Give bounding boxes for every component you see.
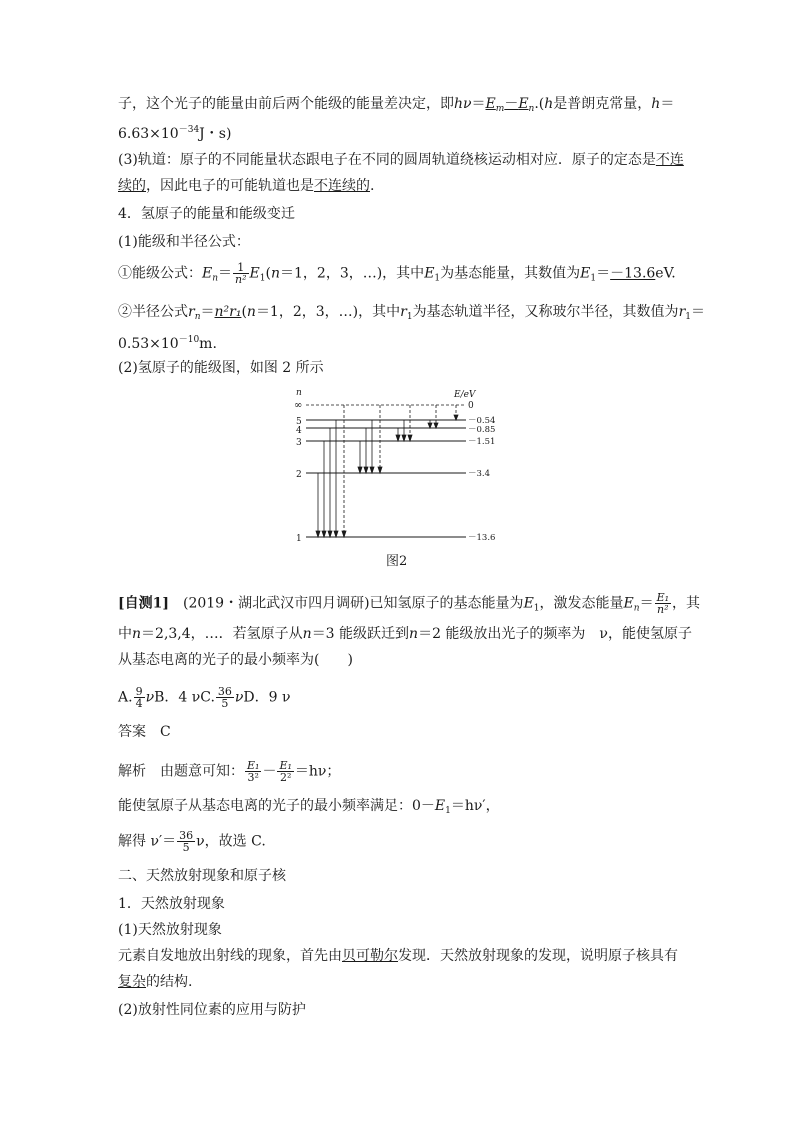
text: (3)轨道：原子的不同能量状态跟电子在不同的圆周轨道绕核运动相对应．原子的定态是 <box>118 152 656 168</box>
svg-text:0: 0 <box>468 401 474 411</box>
fraction <box>216 686 234 709</box>
numerator: 36 <box>179 829 194 842</box>
text: 复杂 <box>118 974 146 990</box>
text: 1 <box>685 312 691 322</box>
text: ( <box>241 304 247 320</box>
level-2 <box>296 469 490 480</box>
text: ＝hν′， <box>450 798 500 814</box>
answer: 答案 C <box>118 724 171 740</box>
text: ＝ <box>691 304 705 320</box>
text: ＝ <box>471 96 486 112</box>
text: 是普朗克常量， <box>553 96 652 112</box>
svg-text:－3.4: －3.4 <box>468 469 491 479</box>
text: 1 <box>445 806 451 816</box>
text: n <box>212 273 219 284</box>
section-heading: 1．天然放射现象 <box>118 896 225 912</box>
text: r <box>678 304 686 320</box>
text: 不连续的 <box>314 178 370 194</box>
text: m. <box>199 336 217 352</box>
text: r <box>188 304 195 320</box>
text: n <box>302 626 312 642</box>
text: ＝ <box>639 595 654 612</box>
text: 6.63×10 <box>118 126 179 142</box>
level-5 <box>296 416 495 427</box>
text: －13.6 <box>610 265 656 282</box>
text: n <box>132 626 142 642</box>
fraction <box>233 262 249 285</box>
text: ①能级公式： <box>118 265 202 282</box>
option-c: C. <box>200 689 215 706</box>
text: ＝1，2，3，…)，其中 <box>255 304 401 320</box>
svg-text:5: 5 <box>296 417 302 427</box>
text: 为基态轨道半径，又称玻尔半径，其数值为 <box>412 304 679 320</box>
radius-formula <box>118 302 705 327</box>
svg-text:3: 3 <box>296 438 302 448</box>
paragraph-line <box>118 972 192 992</box>
text: ，激发态能量 <box>539 595 624 612</box>
fraction <box>177 830 195 853</box>
denominator: n² <box>235 273 247 286</box>
text: 解析 由题意可知： <box>118 763 244 780</box>
text: －10 <box>178 335 200 345</box>
explanation-line <box>118 760 340 783</box>
text: hν <box>454 96 472 112</box>
text: 1 <box>259 273 266 284</box>
text: 0.53×10 <box>118 336 179 352</box>
text: ＝ <box>200 304 215 320</box>
subsection-heading: (2)氢原子的能级图，如图 2 所示 <box>118 360 324 376</box>
level-inf <box>294 400 474 411</box>
text: －34 <box>178 125 200 135</box>
text: ＝hν； <box>294 763 341 780</box>
numerator: E₁ <box>279 759 292 772</box>
paragraph-line <box>118 176 374 196</box>
level-4 <box>296 425 495 436</box>
text: ＝3 能级跃迁到 <box>311 626 410 642</box>
text: E <box>523 595 534 612</box>
numerator: E₁ <box>247 759 260 772</box>
text: 续的 <box>118 178 146 194</box>
numerator: 1 <box>233 262 249 274</box>
denominator: 5 <box>221 697 229 710</box>
text: － <box>504 96 519 112</box>
explanation-line <box>118 796 500 821</box>
text: ＝2,3,4，…．若氢原子从 <box>141 626 303 642</box>
text: ＝2 能级放出光子的频率为 ν，能使氢原子 <box>418 626 692 642</box>
text: 1 <box>406 312 413 322</box>
axis-n-label: n <box>296 388 302 398</box>
numerator: 9 <box>135 685 143 698</box>
text: 元素自发地放出射线的现象，首先由 <box>118 948 342 964</box>
denominator: n² <box>657 603 669 616</box>
text: (2019・湖北武汉市四月调研)已知氢原子的基态能量为 <box>169 595 524 612</box>
fraction <box>655 592 671 615</box>
text: n <box>246 304 256 320</box>
option-a: A. <box>118 689 133 706</box>
text: 能使氢原子从基态电离的光子的最小频率满足：0－ <box>118 798 435 814</box>
svg-text:－0.54: －0.54 <box>468 416 496 426</box>
text: ν，故选 C. <box>196 833 266 850</box>
text: n <box>409 626 419 642</box>
numerator: E₁ <box>656 591 670 604</box>
text: E <box>580 265 591 282</box>
text: 贝可勒尔 <box>342 948 398 964</box>
axis-e-label: E/eV <box>454 390 476 400</box>
text: . <box>370 178 375 194</box>
text: n <box>528 104 535 114</box>
text: 为基态能量，其数值为 <box>440 265 581 282</box>
text: J・s) <box>199 126 232 142</box>
text: ν <box>145 689 155 706</box>
answer-options <box>118 686 291 709</box>
text: 解得 ν′＝ <box>118 833 177 850</box>
text: 中 <box>118 626 132 642</box>
text: ( <box>265 265 271 282</box>
text: ＝ <box>596 265 611 282</box>
question-line <box>118 624 692 644</box>
text: .( <box>534 96 545 112</box>
subsection-heading: (1)天然放射现象 <box>118 922 222 938</box>
text: ，其 <box>672 595 701 612</box>
level-1 <box>296 533 495 544</box>
text: E <box>249 265 260 282</box>
text: E <box>518 96 529 112</box>
text: r <box>400 304 407 320</box>
question-line: 从基态电离的光子的最小频率为( ) <box>118 652 353 668</box>
paragraph-line <box>118 94 674 119</box>
numerator: 36 <box>217 685 232 698</box>
svg-text:1: 1 <box>296 534 302 544</box>
text: eV. <box>655 265 676 282</box>
text: 1 <box>590 273 597 284</box>
option-b: B．4 ν <box>154 689 201 706</box>
text: ν <box>234 689 244 706</box>
text: n <box>270 265 280 282</box>
svg-text:－1.51: －1.51 <box>468 437 496 447</box>
text: E <box>434 798 446 814</box>
level-3 <box>296 437 495 448</box>
text: h <box>651 96 661 112</box>
text: E <box>424 265 435 282</box>
svg-text:∞: ∞ <box>294 400 303 411</box>
option-d: D．9 ν <box>243 689 291 706</box>
text: 发现．天然放射现象的发现，说明原子核具有 <box>398 948 678 964</box>
svg-text:－0.85: －0.85 <box>468 425 496 435</box>
transition-arrows <box>316 405 458 537</box>
text: E <box>485 96 496 112</box>
text: ＝ <box>218 265 233 282</box>
svg-text:2: 2 <box>296 470 302 480</box>
text: h <box>544 96 554 112</box>
section-heading: 二、天然放射现象和原子核 <box>118 868 286 884</box>
text: 的结构. <box>146 974 193 990</box>
text: ，因此电子的可能轨道也是 <box>146 178 314 194</box>
text: 1 <box>533 603 540 614</box>
fraction <box>134 686 145 709</box>
text: － <box>262 763 277 780</box>
fraction <box>277 760 293 783</box>
subsection-heading: (1)能级和半径公式： <box>118 234 250 250</box>
question-line <box>118 592 700 619</box>
paragraph-line <box>118 946 678 966</box>
text: 不连 <box>655 152 684 168</box>
paragraph-line <box>118 150 684 170</box>
denominator: 5 <box>182 841 190 854</box>
text: 1 <box>434 273 441 284</box>
paragraph-line <box>118 330 217 354</box>
text: 子，这个光子的能量由前后两个能级的能量差决定，即 <box>118 96 454 112</box>
denominator: 4 <box>135 697 143 710</box>
text: E <box>202 265 213 282</box>
section-heading: 4．氢原子的能量和能级变迁 <box>118 206 295 222</box>
text: n <box>633 603 640 614</box>
paragraph-line <box>118 120 231 144</box>
energy-level-diagram <box>290 384 520 546</box>
text: n²r₁ <box>214 304 242 320</box>
svg-text:－13.6: －13.6 <box>468 533 496 543</box>
question-tag: [自测1] <box>118 595 169 612</box>
denominator: 2² <box>279 771 292 784</box>
denominator: 3² <box>247 771 259 784</box>
fraction <box>245 760 261 783</box>
svg-text:4: 4 <box>296 426 302 436</box>
subsection-heading: (2)放射性同位素的应用与防护 <box>118 1002 306 1018</box>
text: ＝1，2，3，…)，其中 <box>280 265 425 282</box>
text: m <box>495 104 505 114</box>
figure-caption: 图2 <box>386 554 408 569</box>
text: n <box>194 312 201 322</box>
text: ②半径公式 <box>118 304 188 320</box>
text: E <box>623 595 634 612</box>
text: ＝ <box>660 96 675 112</box>
explanation-line <box>118 830 266 853</box>
energy-formula <box>118 262 676 289</box>
